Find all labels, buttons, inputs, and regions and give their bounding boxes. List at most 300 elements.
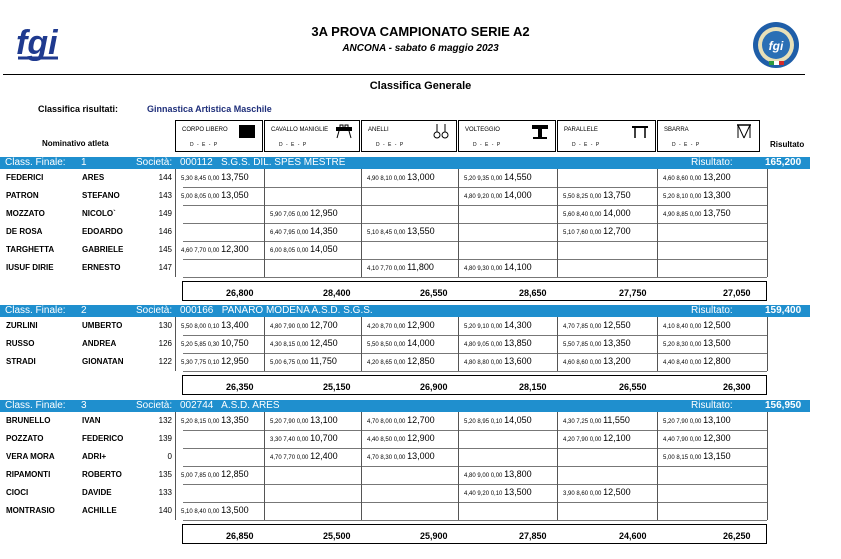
team-result: 156,950 (765, 400, 802, 411)
column-divider (264, 169, 265, 277)
athlete-bib: 130 (158, 321, 172, 330)
score-p: 0,00 (393, 455, 406, 461)
score-p: 0,00 (490, 342, 503, 348)
score-p: 0,00 (296, 212, 309, 218)
score-total: 11,750 (310, 356, 337, 366)
score-total: 12,800 (703, 356, 731, 366)
apparatus-score (464, 469, 532, 479)
apparatus-score (367, 226, 435, 236)
apparatus-score (181, 505, 249, 515)
team-result-label: Risultato: (691, 400, 733, 411)
score-d: 5,10 (367, 230, 379, 236)
athlete-last-name: MOZZATO (6, 209, 45, 218)
score-total: 13,350 (603, 338, 631, 348)
athlete-bib: 135 (158, 470, 172, 479)
score-total: 14,000 (603, 208, 631, 218)
federation-seal-logo (752, 21, 800, 69)
score-p: 0,00 (689, 419, 702, 425)
column-divider (361, 317, 362, 371)
apparatus-score (663, 415, 731, 425)
score-d: 4,40 (464, 491, 476, 497)
score-e: 7,90 (576, 437, 589, 443)
apparatus-team-total: 26,550 (619, 382, 647, 392)
score-p: 0,00 (589, 342, 602, 348)
score-p: 0,00 (589, 212, 602, 218)
score-p: 0,00 (393, 342, 406, 348)
athlete-first-name: IVAN (82, 416, 101, 425)
apparatus-score (563, 226, 631, 236)
apparatus-score (663, 433, 731, 443)
score-p: 0,00 (207, 194, 220, 200)
athlete-row (0, 448, 810, 466)
apparatus-score (181, 172, 249, 182)
apparatus-score (663, 172, 731, 182)
score-total: 12,900 (407, 433, 435, 443)
score-e: 7,90 (676, 419, 689, 425)
score-p: 0,00 (296, 455, 309, 461)
page-title: 3A PROVA CAMPIONATO SERIE A2 (311, 24, 530, 39)
apparatus-team-total: 24,600 (619, 531, 647, 541)
athlete-row (0, 223, 810, 241)
column-divider (657, 317, 658, 371)
apparatus-team-total: 28,400 (323, 288, 351, 298)
score-d: 4,10 (663, 324, 675, 330)
score-e: 9,05 (477, 342, 490, 348)
apparatus-score (663, 338, 731, 348)
score-e: 7,70 (380, 266, 393, 272)
athlete-bib: 147 (158, 263, 172, 272)
apparatus-score (367, 433, 435, 443)
score-p: 0,00 (207, 473, 220, 479)
score-d: 5,20 (270, 419, 282, 425)
athlete-last-name: TARGHETTA (6, 245, 55, 254)
class-final-label: Class. Finale: (5, 305, 66, 316)
score-p: 0,00 (393, 176, 406, 182)
score-e: 5,85 (194, 342, 207, 348)
athlete-row (0, 484, 810, 502)
apparatus-dep-legend: D - E - P (376, 142, 405, 148)
score-p: 0,00 (490, 324, 503, 330)
apparatus-score (464, 262, 532, 272)
high-bar-icon (735, 124, 753, 139)
apparatus-score (464, 190, 532, 200)
apparatus-score (563, 190, 631, 200)
score-d: 4,90 (367, 176, 379, 182)
apparatus-score (270, 226, 338, 236)
score-e: 8,40 (676, 360, 689, 366)
score-d: 5,50 (367, 342, 379, 348)
score-p: 0,10 (490, 419, 503, 425)
score-e: 7,95 (283, 230, 296, 236)
team-result: 159,400 (765, 305, 802, 316)
score-total: 12,300 (221, 244, 249, 254)
score-total: 12,850 (221, 469, 249, 479)
score-p: 0,00 (296, 360, 309, 366)
score-p: 0,30 (207, 342, 220, 348)
apparatus-score (367, 356, 435, 366)
apparatus-header-cell (361, 120, 457, 152)
athlete-last-name: BRUNELLO (6, 416, 51, 425)
score-d: 5,90 (270, 212, 282, 218)
score-total: 12,950 (221, 356, 249, 366)
score-total: 12,700 (603, 226, 631, 236)
score-p: 0,00 (589, 194, 602, 200)
society-label: Società: (136, 400, 173, 411)
score-d: 5,00 (181, 473, 193, 479)
score-e: 7,85 (194, 473, 207, 479)
score-p: 0,00 (689, 194, 702, 200)
row-divider (183, 277, 767, 278)
apparatus-team-total: 27,750 (619, 288, 647, 298)
apparatus-header-cell (458, 120, 556, 152)
athlete-first-name: EDOARDO (82, 227, 123, 236)
apparatus-team-total: 26,800 (226, 288, 254, 298)
athlete-column-header: Nominativo atleta (42, 139, 109, 148)
score-e: 8,70 (380, 324, 393, 330)
score-p: 0,00 (689, 176, 702, 182)
apparatus-score (563, 487, 631, 497)
score-total: 13,750 (221, 172, 249, 182)
score-e: 7,70 (283, 455, 296, 461)
apparatus-name: VOLTEGGIO (465, 127, 500, 133)
apparatus-score (270, 208, 338, 218)
score-d: 4,20 (563, 437, 575, 443)
score-p: 0,00 (589, 491, 602, 497)
apparatus-dep-legend: D - E - P (672, 142, 701, 148)
apparatus-score (181, 244, 249, 254)
apparatus-score (563, 320, 631, 330)
apparatus-score (663, 320, 731, 330)
apparatus-header-cell (657, 120, 760, 152)
column-divider (557, 317, 558, 371)
score-e: 9,10 (477, 324, 490, 330)
score-p: 0,10 (490, 491, 503, 497)
score-total: 13,600 (504, 356, 532, 366)
score-d: 6,40 (270, 230, 282, 236)
apparatus-team-total: 27,850 (519, 531, 547, 541)
score-d: 5,20 (464, 176, 476, 182)
column-divider (264, 412, 265, 520)
class-final-label: Class. Finale: (5, 157, 66, 168)
score-d: 5,00 (181, 194, 193, 200)
team-result-label: Risultato: (691, 305, 733, 316)
score-d: 4,30 (270, 342, 282, 348)
athlete-first-name: FEDERICO (82, 434, 124, 443)
score-e: 8,85 (676, 212, 689, 218)
apparatus-team-total: 26,850 (226, 531, 254, 541)
column-divider (264, 317, 265, 371)
apparatus-name: CAVALLO MANIGLIE (271, 127, 329, 133)
athlete-last-name: RUSSO (6, 339, 35, 348)
score-p: 0,00 (490, 266, 503, 272)
score-e: 8,80 (477, 360, 490, 366)
score-e: 7,25 (576, 419, 589, 425)
score-total: 13,350 (221, 415, 249, 425)
athlete-row (0, 466, 810, 484)
apparatus-score (563, 433, 631, 443)
score-e: 8,25 (576, 194, 589, 200)
score-p: 0,00 (490, 176, 503, 182)
column-divider (767, 169, 768, 277)
score-e: 7,05 (283, 212, 296, 218)
score-e: 9,20 (477, 194, 490, 200)
athlete-first-name: STEFANO (82, 191, 120, 200)
score-d: 5,50 (563, 194, 575, 200)
apparatus-score (464, 487, 532, 497)
athlete-row (0, 317, 810, 335)
score-e: 7,70 (194, 248, 207, 254)
apparatus-name: PARALLELE (564, 127, 598, 133)
athlete-bib: 145 (158, 245, 172, 254)
apparatus-team-total: 26,550 (420, 288, 448, 298)
score-total: 13,050 (221, 190, 249, 200)
column-divider (767, 317, 768, 371)
apparatus-score (181, 320, 249, 330)
athlete-row (0, 241, 810, 259)
apparatus-header-cell (175, 120, 263, 152)
header-divider (3, 74, 805, 75)
score-e: 7,85 (576, 324, 589, 330)
column-divider (657, 412, 658, 520)
row-divider (183, 520, 767, 521)
fgi-logo-text: fgi (16, 24, 58, 62)
athlete-last-name: CIOCI (6, 488, 29, 497)
apparatus-score (270, 356, 337, 366)
floor-icon (238, 124, 256, 139)
class-final-rank: 3 (81, 400, 87, 411)
apparatus-score (464, 338, 532, 348)
score-total: 12,300 (703, 433, 731, 443)
results-value: Ginnastica Artistica Maschile (147, 104, 272, 114)
team-result: 165,200 (765, 157, 802, 168)
score-p: 0,00 (589, 324, 602, 330)
score-p: 0,00 (296, 419, 309, 425)
apparatus-score (464, 356, 532, 366)
column-divider (458, 317, 459, 371)
score-total: 13,150 (703, 451, 731, 461)
apparatus-score (464, 172, 532, 182)
athlete-bib: 140 (158, 506, 172, 515)
athlete-last-name: STRADI (6, 357, 36, 366)
score-p: 0,00 (296, 230, 309, 236)
score-d: 5,00 (663, 455, 675, 461)
society-label: Società: (136, 157, 173, 168)
score-e: 8,50 (380, 342, 393, 348)
apparatus-score (367, 415, 435, 425)
score-e: 8,40 (194, 509, 207, 515)
score-total: 14,350 (310, 226, 338, 236)
column-divider (557, 412, 558, 520)
score-e: 8,40 (676, 324, 689, 330)
score-p: 0,00 (589, 360, 602, 366)
score-d: 4,80 (464, 266, 476, 272)
vault-icon (531, 124, 549, 139)
society-name: 002744 A.S.D. ARES (180, 400, 280, 411)
athlete-first-name: DAVIDE (82, 488, 112, 497)
score-d: 4,70 (270, 455, 282, 461)
score-p: 0,00 (689, 324, 702, 330)
athlete-row (0, 335, 810, 353)
apparatus-score (181, 190, 249, 200)
score-d: 4,80 (464, 194, 476, 200)
apparatus-score (367, 451, 435, 461)
team-header-bar (0, 157, 810, 169)
society-name: 000112 S.G.S. DIL. SPES MESTRE (180, 157, 346, 168)
apparatus-team-total: 27,050 (723, 288, 751, 298)
score-total: 12,400 (310, 451, 338, 461)
class-final-label: Class. Finale: (5, 400, 66, 411)
score-p: 0,00 (689, 455, 702, 461)
apparatus-score (367, 172, 435, 182)
column-divider (657, 169, 658, 277)
athlete-last-name: RIPAMONTI (6, 470, 51, 479)
score-e: 8,60 (576, 491, 589, 497)
class-final-rank: 1 (81, 157, 87, 168)
athlete-first-name: NICOLO` (82, 209, 116, 218)
column-divider (767, 412, 768, 520)
athlete-row (0, 353, 810, 371)
athlete-row (0, 205, 810, 223)
score-e: 8,05 (283, 248, 296, 254)
score-e: 9,00 (477, 473, 490, 479)
athlete-bib: 144 (158, 173, 172, 182)
apparatus-score (663, 208, 731, 218)
apparatus-score (367, 320, 435, 330)
athlete-bib: 149 (158, 209, 172, 218)
apparatus-team-total: 26,350 (226, 382, 254, 392)
score-p: 0,00 (490, 360, 503, 366)
score-p: 0,00 (393, 324, 406, 330)
result-column-header: Risultato (770, 140, 805, 149)
score-e: 8,15 (194, 419, 207, 425)
pommel-horse-icon (335, 124, 353, 139)
score-p: 0,00 (490, 194, 503, 200)
athlete-first-name: UMBERTO (82, 321, 123, 330)
score-total: 13,000 (407, 451, 435, 461)
athlete-first-name: GIONATAN (82, 357, 124, 366)
score-d: 4,60 (563, 360, 575, 366)
apparatus-score (270, 415, 338, 425)
apparatus-score (464, 415, 532, 425)
athlete-row (0, 259, 810, 277)
score-d: 5,20 (663, 419, 675, 425)
score-e: 9,20 (477, 491, 490, 497)
results-label: Classifica risultati: (38, 104, 119, 114)
apparatus-name: SBARRA (664, 127, 689, 133)
score-total: 14,550 (504, 172, 532, 182)
athlete-first-name: GABRIELE (82, 245, 124, 254)
score-p: 0,00 (296, 248, 309, 254)
score-total: 12,700 (407, 415, 435, 425)
score-d: 5,20 (663, 194, 675, 200)
athlete-row (0, 502, 810, 520)
apparatus-score (270, 433, 338, 443)
athlete-bib: 126 (158, 339, 172, 348)
score-total: 14,050 (310, 244, 338, 254)
athlete-last-name: IUSUF DIRIE (6, 263, 54, 272)
athlete-last-name: ZURLINI (6, 321, 38, 330)
score-p: 0,00 (689, 437, 702, 443)
score-d: 5,50 (181, 324, 193, 330)
score-e: 8,30 (380, 455, 393, 461)
score-d: 5,30 (181, 360, 193, 366)
score-total: 11,800 (407, 262, 434, 272)
score-e: 7,90 (283, 324, 296, 330)
team-totals-box (182, 375, 767, 395)
score-p: 0,00 (393, 266, 406, 272)
athlete-bib: 122 (158, 357, 172, 366)
score-d: 4,70 (367, 455, 379, 461)
athlete-first-name: ACHILLE (82, 506, 117, 515)
apparatus-team-total: 25,500 (323, 531, 351, 541)
apparatus-score (270, 338, 338, 348)
score-e: 8,60 (676, 176, 689, 182)
score-p: 0,00 (689, 342, 702, 348)
score-d: 4,60 (663, 176, 675, 182)
athlete-row (0, 412, 810, 430)
score-total: 13,500 (221, 505, 249, 515)
athlete-bib: 132 (158, 416, 172, 425)
score-e: 7,40 (283, 437, 296, 443)
athlete-bib: 133 (158, 488, 172, 497)
athlete-last-name: PATRON (6, 191, 39, 200)
score-d: 4,40 (663, 437, 675, 443)
score-d: 4,80 (464, 473, 476, 479)
column-divider (361, 412, 362, 520)
score-e: 7,60 (576, 230, 589, 236)
rings-icon (432, 124, 450, 139)
apparatus-score (367, 262, 434, 272)
score-d: 5,10 (181, 509, 193, 515)
column-divider (458, 412, 459, 520)
score-d: 5,20 (663, 342, 675, 348)
athlete-first-name: ROBERTO (82, 470, 122, 479)
score-total: 13,100 (703, 415, 731, 425)
score-d: 4,20 (367, 324, 379, 330)
score-d: 4,30 (563, 419, 575, 425)
score-d: 4,70 (367, 419, 379, 425)
score-p: 0,00 (296, 324, 309, 330)
score-d: 4,40 (367, 437, 379, 443)
score-total: 13,850 (504, 338, 532, 348)
apparatus-score (663, 451, 731, 461)
apparatus-score (181, 415, 249, 425)
score-e: 9,35 (477, 176, 490, 182)
score-e: 8,00 (194, 324, 207, 330)
score-total: 13,400 (221, 320, 249, 330)
apparatus-score (367, 338, 435, 348)
apparatus-header-cell (264, 120, 360, 152)
athlete-row (0, 430, 810, 448)
score-total: 10,700 (310, 433, 338, 443)
apparatus-name: CORPO LIBERO (182, 127, 228, 133)
row-divider (183, 371, 767, 372)
score-total: 14,300 (504, 320, 532, 330)
score-total: 14,050 (504, 415, 532, 425)
apparatus-score (663, 190, 731, 200)
apparatus-header-cell (557, 120, 656, 152)
apparatus-name: ANELLI (368, 127, 389, 133)
score-p: 0,00 (589, 419, 602, 425)
score-d: 5,00 (270, 360, 282, 366)
score-e: 8,10 (676, 194, 689, 200)
apparatus-score (563, 208, 631, 218)
athlete-row (0, 187, 810, 205)
athlete-bib: 0 (167, 452, 172, 461)
score-e: 8,30 (676, 342, 689, 348)
score-e: 7,75 (194, 360, 207, 366)
apparatus-score (270, 244, 338, 254)
